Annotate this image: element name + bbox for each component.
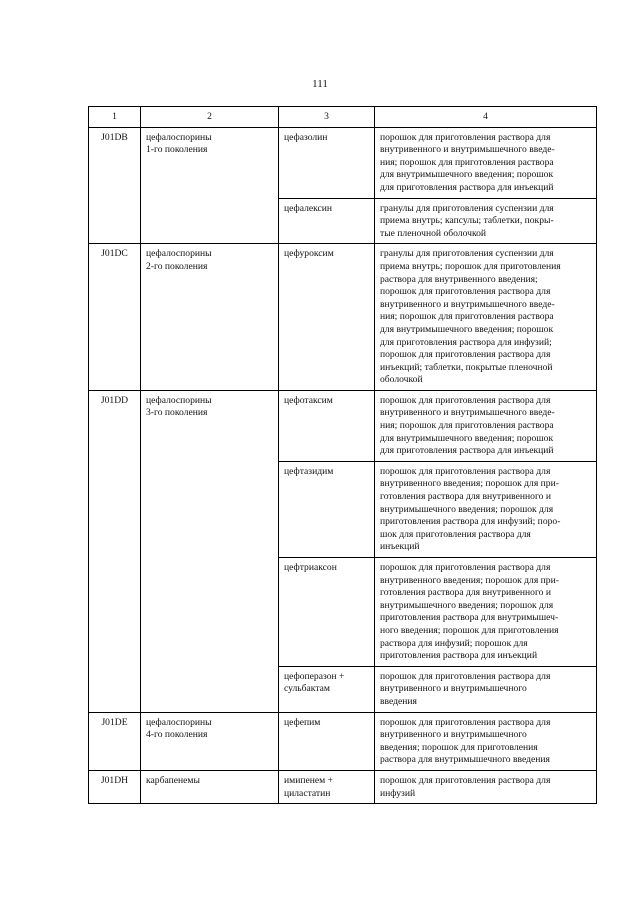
drug-group-line: 3-го поколения <box>146 407 208 419</box>
drug-group-cell <box>141 127 279 244</box>
drug-name-line: цефазолин <box>284 131 328 143</box>
drug-group-line: цефалоспорины <box>146 131 212 143</box>
drug-group-line: карбапенемы <box>146 774 200 786</box>
table-row <box>89 127 597 198</box>
dosage-forms-line: раствора для внутримышечного введения <box>380 754 550 766</box>
dosage-forms-cell <box>375 390 597 461</box>
dosage-forms-line: ния; порошок для приготовления раствора <box>380 311 554 323</box>
dosage-forms-line: оболочкой <box>380 374 423 386</box>
dosage-forms-line: для внутримышечного введения; порошок <box>380 323 554 335</box>
dosage-forms-cell <box>375 712 597 770</box>
drug-group-line: 2-го поколения <box>146 260 208 272</box>
dosage-forms-cell <box>375 461 597 557</box>
drug-group-cell <box>141 390 279 712</box>
dosage-forms-line: приготовления раствора для внутримышеч- <box>380 612 559 624</box>
atc-code-cell: J01DD <box>89 390 141 712</box>
header-col-2: 2 <box>141 107 279 128</box>
dosage-forms-cell <box>375 770 597 803</box>
dosage-forms-line: приготовления раствора для инъекций <box>380 650 538 662</box>
drug-name-cell <box>279 198 375 244</box>
dosage-forms-line: готовления раствора для внутривенного и <box>380 491 551 503</box>
drug-group-line: 1-го поколения <box>146 144 208 156</box>
dosage-forms-line: для внутримышечного введения; порошок <box>380 169 554 181</box>
dosage-forms-cell <box>375 198 597 244</box>
dosage-forms-line: порошок для приготовления раствора для <box>380 394 551 406</box>
dosage-forms-line: гранулы для приготовления суспензии для <box>380 248 554 260</box>
dosage-forms-line: для приготовления раствора для инъекций <box>380 445 554 457</box>
atc-code-cell: J01DC <box>89 244 141 391</box>
drug-group-line: цефалоспорины <box>146 394 212 406</box>
dosage-forms-line: порошок для приготовления раствора для <box>380 716 551 728</box>
dosage-forms-line: внутривенного и внутримышечного введе- <box>380 298 555 310</box>
dosage-forms-line: внутривенного введения; порошок для при- <box>380 574 559 586</box>
dosage-forms-line: порошок для приготовления раствора для <box>380 562 551 573</box>
drug-name-line: имипенем + <box>284 774 334 786</box>
dosage-forms-cell <box>375 666 597 712</box>
dosage-forms-line: порошок для приготовления раствора для <box>380 670 551 682</box>
table-row <box>89 770 597 803</box>
dosage-forms-line: приема внутрь; капсулы; таблетки, покры- <box>380 215 554 227</box>
dosage-forms-line: ния; порошок для приготовления раствора <box>380 156 554 168</box>
dosage-forms-line: порошок для приготовления раствора для <box>380 286 551 298</box>
drug-group-line: 4-го поколения <box>146 729 208 741</box>
header-col-4: 4 <box>375 107 597 128</box>
drug-name-line: цефепим <box>284 716 321 728</box>
drug-name-cell <box>279 127 375 198</box>
dosage-forms-line: порошок для приготовления раствора для <box>380 131 551 143</box>
dosage-forms-line: приема внутрь; порошок для приготовления <box>380 260 561 272</box>
dosage-forms-line: гранулы для приготовления суспензии для <box>380 202 554 214</box>
dosage-forms-line: порошок для приготовления раствора для <box>380 465 551 477</box>
table-row <box>89 390 597 461</box>
drug-name-cell <box>279 461 375 557</box>
drug-name-line: цефалексин <box>284 202 333 214</box>
dosage-forms-line: ного введения; порошок для приготовления <box>380 624 559 636</box>
atc-code-cell: J01DB <box>89 127 141 244</box>
dosage-forms-line: порошок для приготовления раствора для <box>380 349 551 361</box>
drug-name-cell <box>279 244 375 391</box>
header-row <box>89 107 597 128</box>
dosage-forms-line: раствора для инфузий; порошок для <box>380 637 528 649</box>
dosage-forms-line: внутримышечного введения; порошок для <box>380 503 554 515</box>
dosage-forms-line: внутримышечного введения; порошок для <box>380 599 554 611</box>
dosage-forms-line: для приготовления раствора для инъекций <box>380 181 554 193</box>
drug-name-line: сульбактам <box>284 683 330 695</box>
drug-name-line: циластатин <box>284 787 331 799</box>
header-col-1: 1 <box>89 107 141 128</box>
drug-name-line: цефтриаксон <box>284 562 337 573</box>
dosage-forms-cell <box>375 244 597 391</box>
drug-name-cell <box>279 770 375 803</box>
dosage-forms-line: введения; порошок для приготовления <box>380 741 538 753</box>
dosage-forms-line: введения <box>380 695 417 707</box>
drug-name-cell <box>279 390 375 461</box>
dosage-forms-line: инфузий <box>380 787 416 799</box>
dosage-forms-line: внутривенного и внутримышечного введе- <box>380 144 555 156</box>
drug-group-cell <box>141 770 279 803</box>
dosage-forms-line: для приготовления раствора для инфузий; <box>380 336 552 348</box>
drug-name-cell <box>279 666 375 712</box>
dosage-forms-line: внутривенного и внутримышечного <box>380 729 527 741</box>
dosage-forms-line: внутривенного и внутримышечного <box>380 683 527 695</box>
drug-name-line: цефоперазон + <box>284 670 345 682</box>
dosage-forms-line: раствора для внутривенного введения; <box>380 273 538 285</box>
dosage-forms-line: внутривенного и внутримышечного введе- <box>380 407 555 419</box>
dosage-forms-line: инъекций; таблетки, покрытые пленочной <box>380 361 553 373</box>
table-header <box>89 107 597 128</box>
dosage-forms-line: приготовления раствора для инфузий; поро- <box>380 516 561 528</box>
dosage-forms-line: ния; порошок для приготовления раствора <box>380 420 554 432</box>
drug-name-line: цефтазидим <box>284 465 334 477</box>
atc-code-cell: J01DH <box>89 770 141 803</box>
dosage-forms-line: шок для приготовления раствора для <box>380 528 531 540</box>
drug-name-cell <box>279 712 375 770</box>
table-body <box>89 127 597 804</box>
drug-table <box>88 106 597 804</box>
table-row <box>89 712 597 770</box>
atc-code-cell: J01DE <box>89 712 141 770</box>
header-col-3: 3 <box>279 107 375 128</box>
drug-group-cell <box>141 244 279 391</box>
drug-group-line: цефалоспорины <box>146 248 212 260</box>
drug-group-line: цефалоспорины <box>146 716 212 728</box>
dosage-forms-line: внутривенного введения; порошок для при- <box>380 478 559 490</box>
drug-group-cell <box>141 712 279 770</box>
dosage-forms-line: порошок для приготовления раствора для <box>380 774 551 786</box>
drug-name-line: цефуроксим <box>284 248 334 260</box>
dosage-forms-cell <box>375 558 597 667</box>
dosage-forms-line: инъекций <box>380 541 420 553</box>
drug-name-cell <box>279 558 375 667</box>
drug-name-line: цефотаксим <box>284 394 333 406</box>
dosage-forms-line: для внутримышечного введения; порошок <box>380 432 554 444</box>
dosage-forms-line: тые пленочной оболочкой <box>380 227 487 239</box>
dosage-forms-line: готовления раствора для внутривенного и <box>380 587 551 599</box>
page-number: 111 <box>312 78 328 90</box>
table-row <box>89 244 597 391</box>
dosage-forms-cell <box>375 127 597 198</box>
